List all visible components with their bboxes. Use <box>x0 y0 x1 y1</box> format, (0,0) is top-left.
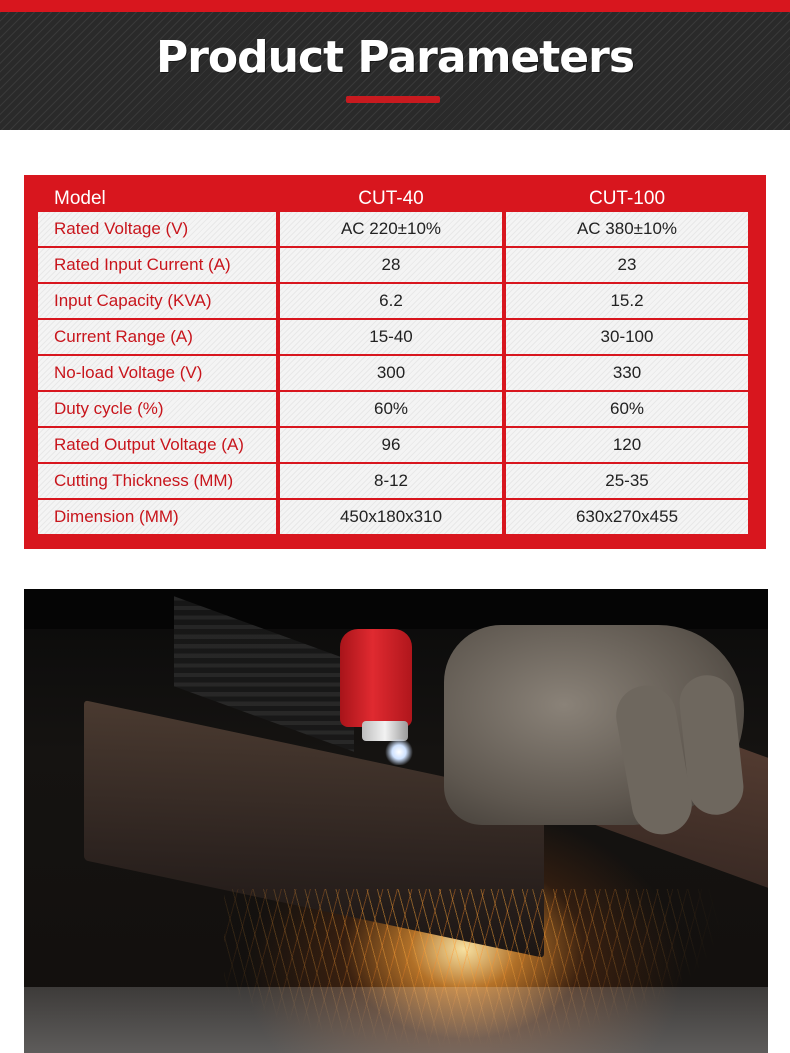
plasma-cutting-photo <box>24 589 768 1053</box>
spec-table <box>24 175 766 549</box>
photo-glove <box>444 625 744 825</box>
spec-cut100-cell: 23 <box>506 248 748 282</box>
spec-cut40-cell: 28 <box>280 248 502 282</box>
spec-cut100-cell: 60% <box>506 392 748 426</box>
page-title: Product Parameters <box>155 32 635 83</box>
photo-dark-band <box>24 589 768 629</box>
header-cut40: CUT-40 <box>358 188 424 209</box>
spec-row <box>38 212 748 246</box>
spec-label-cell: Duty cycle (%) <box>38 392 276 426</box>
spec-cut40-cell: 6.2 <box>280 284 502 318</box>
spec-row <box>38 392 748 426</box>
spec-label-cell: Cutting Thickness (MM) <box>38 464 276 498</box>
header-cut100: CUT-100 <box>588 188 666 209</box>
spec-row <box>38 500 748 534</box>
spec-label-cell: Rated Voltage (V) <box>38 212 276 246</box>
spec-cut100-cell: 25-35 <box>506 464 748 498</box>
spec-cut40-cell: 300 <box>280 356 502 390</box>
spec-cut40-cell: AC 220±10% <box>280 212 502 246</box>
top-accent-strip <box>0 0 790 12</box>
spec-row <box>38 284 748 318</box>
spec-cut100-cell: AC 380±10% <box>506 212 748 246</box>
photo-bottom-fade <box>24 987 768 1053</box>
header-model-label: Model <box>54 188 106 209</box>
spec-cut100-cell: 30-100 <box>506 320 748 354</box>
spec-row <box>38 428 748 462</box>
spec-cut40-cell: 60% <box>280 392 502 426</box>
header-banner <box>0 12 790 130</box>
spec-label-cell: Input Capacity (KVA) <box>38 284 276 318</box>
spec-label-cell: No-load Voltage (V) <box>38 356 276 390</box>
spec-cut100-cell: 630x270x455 <box>506 500 748 534</box>
spec-row <box>38 320 748 354</box>
spec-label-cell: Rated Output Voltage (A) <box>38 428 276 462</box>
spec-cut40-cell: 450x180x310 <box>280 500 502 534</box>
spec-label-cell: Rated Input Current (A) <box>38 248 276 282</box>
spec-cut40-cell: 15-40 <box>280 320 502 354</box>
spec-cut100-cell: 330 <box>506 356 748 390</box>
spec-table-header <box>38 181 748 215</box>
photo-torch-handle <box>340 629 412 727</box>
spec-cut100-cell: 120 <box>506 428 748 462</box>
photo-torch-nozzle <box>362 721 408 741</box>
spec-cut100-cell: 15.2 <box>506 284 748 318</box>
spec-row <box>38 248 748 282</box>
spec-cut40-cell: 8-12 <box>280 464 502 498</box>
spec-table-body <box>38 212 748 536</box>
spec-row <box>38 356 748 390</box>
title-underline <box>346 96 440 103</box>
spec-row <box>38 464 748 498</box>
spec-label-cell: Dimension (MM) <box>38 500 276 534</box>
spec-label-cell: Current Range (A) <box>38 320 276 354</box>
spec-cut40-cell: 96 <box>280 428 502 462</box>
photo-cutting-arc <box>384 739 414 765</box>
